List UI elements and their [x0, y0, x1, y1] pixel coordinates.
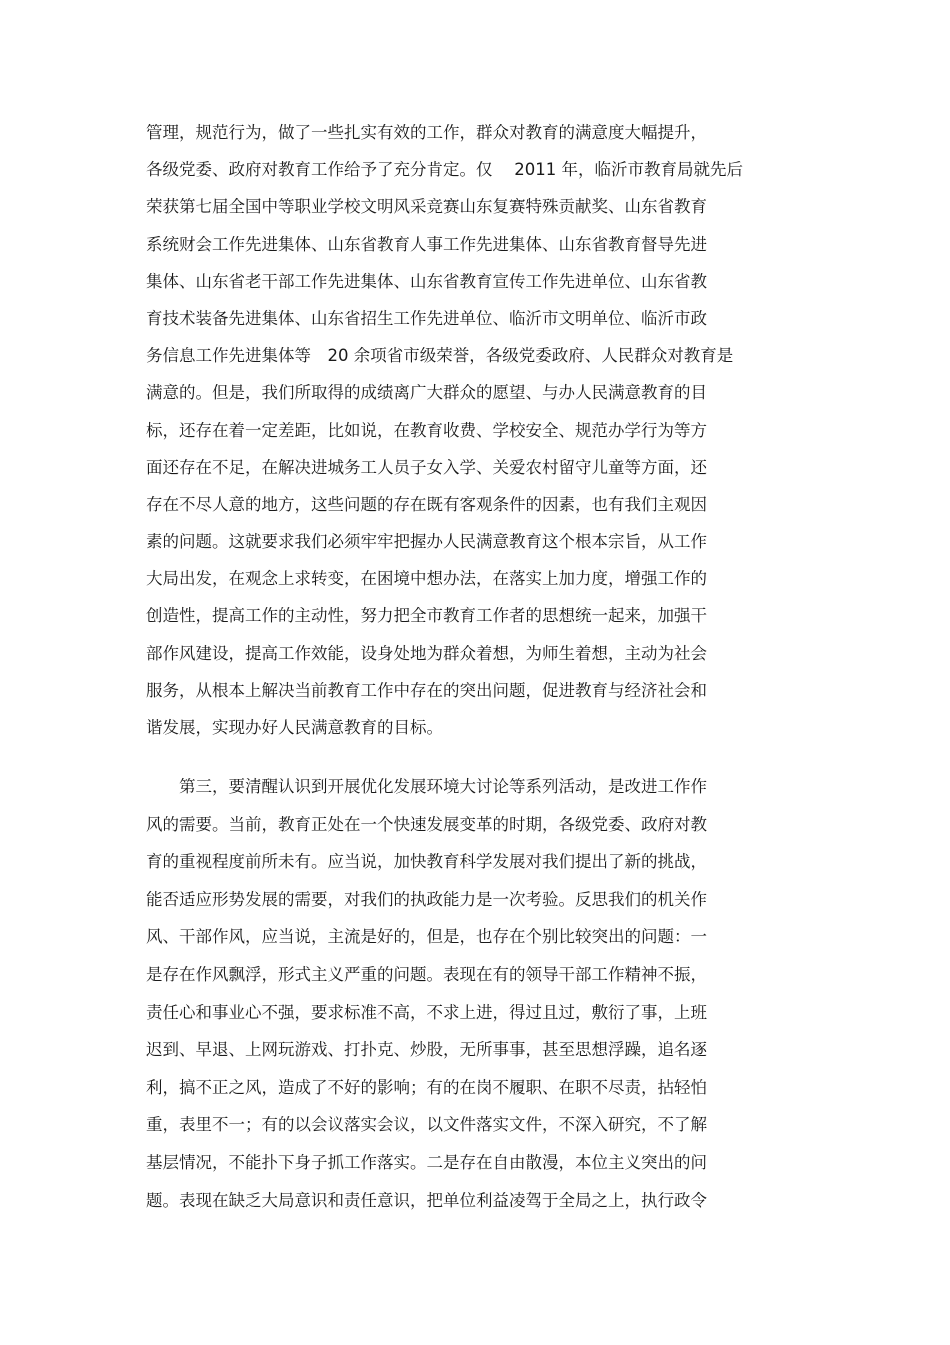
- text-line: 大局出发，在观念上求转变，在困境中想办法，在落实上加力度，增强工作的: [146, 569, 707, 589]
- text-line: 系统财会工作先进集体、山东省教育人事工作先进集体、山东省教育督导先进: [146, 234, 707, 254]
- text-line: 迟到、早退、上网玩游戏、打扑克、炒股，无所事事，甚至思想浮躁，追名逐: [146, 1040, 707, 1060]
- text-line: 素的问题。这就要求我们必须牢牢把握办人民满意教育这个根本宗旨，从工作: [146, 532, 707, 552]
- text-line: 风、干部作风，应当说，主流是好的，但是，也存在个别比较突出的问题：一: [146, 927, 707, 947]
- text-line: 标，还存在着一定差距，比如说，在教育收费、学校安全、规范办学行为等方: [146, 420, 707, 440]
- text-line: 第三，要清醒认识到开展优化发展环境大讨论等系列活动，是改进工作作: [179, 777, 707, 796]
- text-line: 谐发展，实现办好人民满意教育的目标。: [146, 718, 443, 737]
- text-line: 创造性，提高工作的主动性，努力把全市教育工作者的思想统一起来，加强干: [146, 606, 707, 626]
- text-line: 务信息工作先进集体等 20 余项省市级荣誉，各级党委政府、人民群众对教育是: [146, 346, 734, 366]
- text-line: 各级党委、政府对教育工作给予了充分肯定。仅 2011 年，临沂市教育局就先后: [146, 160, 743, 180]
- text-line: 荣获第七届全国中等职业学校文明风采竞赛山东复赛特殊贡献奖、山东省教育: [146, 197, 707, 217]
- text-line: 利，搞不正之风，造成了不好的影响；有的在岗不履职、在职不尽责，拈轻怕: [146, 1077, 707, 1097]
- text-line: 育技术装备先进集体、山东省招生工作先进单位、临沂市文明单位、临沂市政: [146, 308, 707, 328]
- text-line: 基层情况，不能扑下身子抓工作落实。二是存在自由散漫，本位主义突出的问: [146, 1152, 707, 1172]
- text-line: 责任心和事业心不强，要求标准不高，不求上进，得过且过，敷衍了事，上班: [146, 1002, 707, 1022]
- text-line: 管理，规范行为，做了一些扎实有效的工作，群众对教育的满意度大幅提升，: [146, 123, 707, 142]
- text-line: 满意的。但是，我们所取得的成绩离广大群众的愿望、与办人民满意教育的目: [146, 383, 707, 403]
- text-line: 存在不尽人意的地方，这些问题的存在既有客观条件的因素，也有我们主观因: [146, 494, 707, 514]
- text-line: 集体、山东省老干部工作先进集体、山东省教育宣传工作先进单位、山东省教: [146, 271, 707, 291]
- text-line: 部作风建设，提高工作效能，设身处地为群众着想，为师生着想，主动为社会: [146, 643, 707, 663]
- text-line: 面还存在不足，在解决进城务工人员子女入学、关爱农村留守儿童等方面，还: [146, 457, 707, 477]
- text-line: 风的需要。当前，教育正处在一个快速发展变革的时期，各级党委、政府对教: [146, 814, 707, 834]
- text-line: 能否适应形势发展的需要，对我们的执政能力是一次考验。反思我们的机关作: [146, 889, 707, 909]
- paragraph-2: [146, 768, 826, 1219]
- text-line: 重，表里不一；有的以会议落实会议，以文件落实文件，不深入研究，不了解: [146, 1115, 707, 1135]
- text-line: 题。表现在缺乏大局意识和责任意识，把单位利益凌驾于全局之上，执行政令: [146, 1190, 707, 1210]
- paragraph-1: [146, 114, 826, 746]
- text-line: 是存在作风飘浮，形式主义严重的问题。表现在有的领导干部工作精神不振，: [146, 964, 707, 984]
- text-line: 育的重视程度前所未有。应当说，加快教育科学发展对我们提出了新的挑战，: [146, 852, 707, 872]
- text-line: 服务，从根本上解决当前教育工作中存在的突出问题，促进教育与经济社会和: [146, 680, 707, 700]
